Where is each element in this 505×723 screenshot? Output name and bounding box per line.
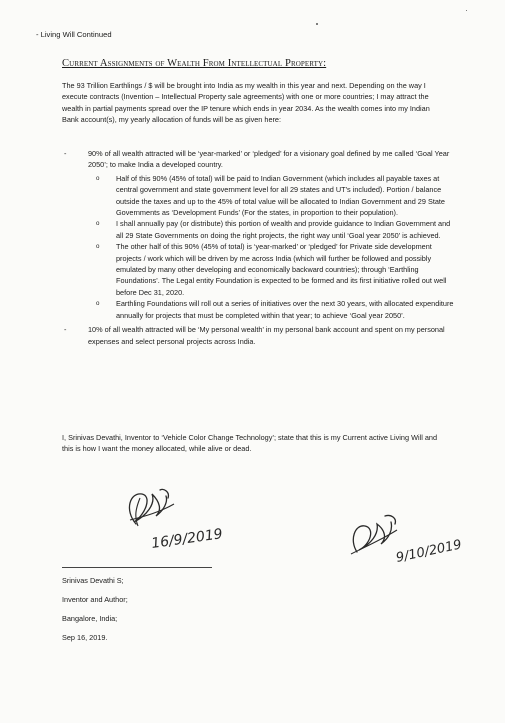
sub-item	[90, 298, 456, 321]
bullet-marker: o	[96, 300, 100, 308]
sub-item-text: I shall annually pay (or distribute) this portion of wealth and provide guidance to Indian Government and all 29 State Governments on doing the right projects, the right way until ‘Goal year 2050’ is achieved.	[116, 219, 451, 240]
bullet-marker: o	[96, 220, 100, 228]
sub-item	[90, 173, 456, 219]
bullet-marker: o	[96, 243, 100, 251]
allocation-list	[64, 148, 456, 347]
signature-left	[116, 480, 226, 565]
sub-item	[90, 241, 456, 298]
signer-name: Srinivas Devathi S;	[62, 576, 124, 585]
signature-right-date: 9/10/2019	[394, 537, 464, 566]
signer-place: Bangalore, India;	[62, 614, 118, 623]
intro-paragraph: The 93 Trillion Earthlings / $ will be brought into India as my wealth in this year and next. Depending on the way I execute contracts (Invention – Intellectual Property sale agreements) with one or more countries; I may attract the wealth in partial payments spread over the IP tenure which ends in year 2034. As the wealth comes into my Indian Bank account(s), my yearly allocation of funds will be as given here:	[62, 81, 430, 125]
signer-block	[62, 576, 128, 652]
signature-right-scribble	[345, 500, 464, 580]
list-item-90-percent	[64, 148, 456, 321]
sub-item-text: The other half of this 90% (45% of total) is ‘year-marked’ or ‘pledged’ for Private side development projects / work which will be driven by me across India (which will further be followed and possibly emulated by many other developing and economically backward countries); through ‘Earthling Foundations’. The Legal entity Foundation is expected to be formed and its first initiative rolled out well before Dec 31, 2020.	[116, 242, 447, 297]
dash-marker: -	[64, 325, 67, 335]
sub-item-text: Half of this 90% (45% of total) will be paid to Indian Government (which includes all payable taxes at central government and state government level for all 29 states and UT’s included). Portion / balance outside the taxes and up to the 45% of total value will be allocated to Indian Government and 29 State Governments as ‘Development Funds’ (For the states, in proportion to their population).	[116, 173, 445, 218]
sub-item	[90, 218, 456, 241]
declaration-paragraph: I, Srinivas Devathi, Inventor to ‘Vehicle Color Change Technology’; state that this is my Current active Living Will and this is how I want the money allocated, while alive or dead.	[62, 433, 438, 454]
signer-date: Sep 16, 2019.	[62, 633, 108, 642]
sub-list	[88, 173, 456, 321]
signer-role: Inventor and Author;	[62, 595, 128, 604]
bullet-marker: o	[96, 174, 100, 182]
dash-marker: -	[64, 149, 67, 158]
list-item-10-percent	[64, 324, 456, 347]
list-item-text: 10% of all wealth attracted will be ‘My personal wealth’ in my personal bank account and spent on my personal expenses and select personal projects across India.	[88, 325, 445, 346]
page-header: - Living Will Continued	[36, 30, 112, 39]
section-heading: Current Assignments of Wealth From Intellectual Property:	[62, 58, 327, 69]
signature-right	[345, 500, 464, 585]
scan-speck	[316, 23, 318, 25]
sub-item-text: Earthling Foundations will roll out a series of initiatives over the next 30 years, with allocated expenditure annually for projects that must be completed within that year; to achieve ‘Goal year 2050’.	[116, 299, 454, 320]
signature-line	[62, 567, 212, 568]
scan-speck	[466, 10, 467, 11]
signature-left-scribble	[116, 480, 226, 560]
list-item-text: 90% of all wealth attracted will be ‘year-marked’ or ‘pledged’ for a visionary goal defined by me called ‘Goal Year 2050’; to make India a developed country.	[88, 149, 450, 170]
signature-left-date: 16/9/2019	[150, 526, 224, 552]
